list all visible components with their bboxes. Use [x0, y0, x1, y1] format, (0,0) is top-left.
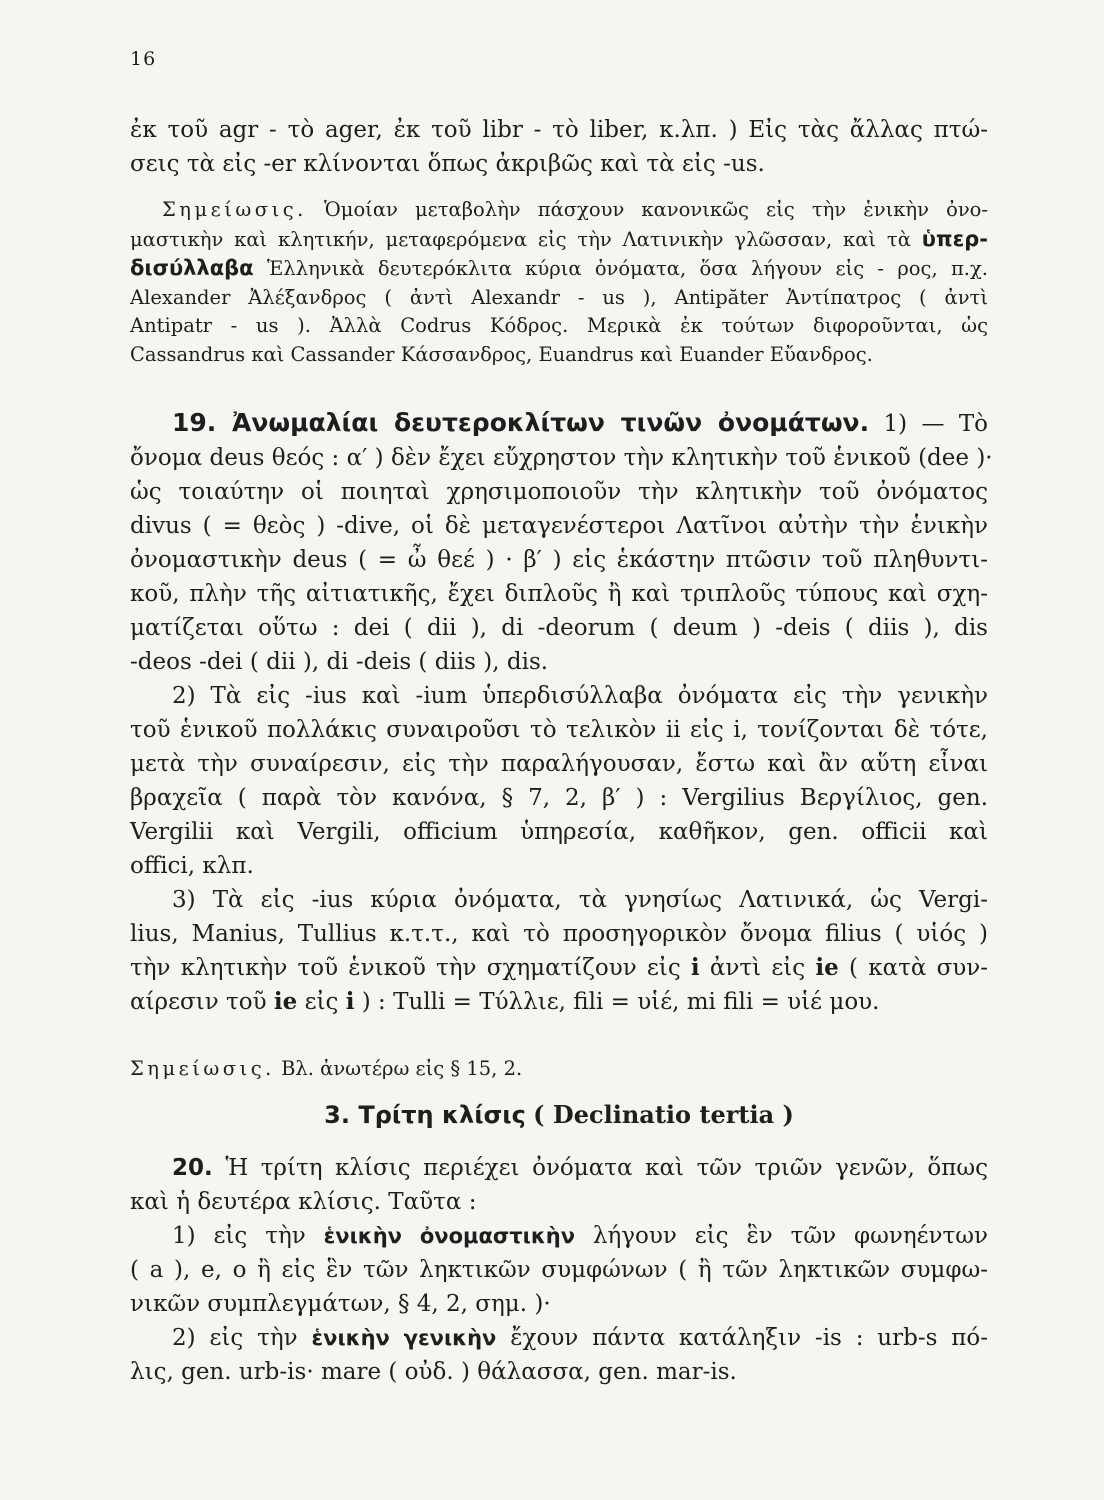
- text-segment: ἔχουν πάντα κατάληξιν -is : urb-s πό-: [510, 1325, 989, 1351]
- text-line: ( a ), e, o ἢ εἰς ἓν τῶν ληκτικῶν συμφώνων ( ἢ τῶν ληκτικῶν συμφω-: [130, 1257, 988, 1283]
- note-remark-2: [130, 1055, 988, 1084]
- text-line: ἐκ τοῦ agr - τὸ ager, ἐκ τοῦ libr - τὸ liber, κ.λπ. ) Εἰς τὰς ἄλλας πτώ-: [130, 117, 988, 143]
- text-line: offici, κλπ.: [130, 853, 254, 879]
- bold-term: ie: [273, 988, 298, 1015]
- text-line: [130, 985, 988, 1019]
- bold-term: ie: [815, 954, 839, 981]
- note-text: μαστικὴν καὶ κλητικήν, μεταφερόμενα εἰς τὴν Λατινικὴν γλῶσσαν, καὶ τὰ: [130, 227, 911, 251]
- note-line: [130, 196, 988, 225]
- bold-term: δισύλλαβα: [130, 256, 254, 280]
- bold-term: ἑνικὴν γενικὴν: [311, 1326, 497, 1350]
- text-segment: Ἡ τρίτη κλίσις περιέχει ὀνόματα καὶ τῶν τριῶν γενῶν, ὅπως: [225, 1155, 989, 1181]
- bold-term: ὑπερ-: [921, 226, 989, 251]
- text-line: βραχεῖα ( παρὰ τὸν κανόνα, § 7, 2, β′ ) : Vergilius Βεργίλιος, gen.: [130, 785, 988, 811]
- text-segment: ( κατὰ συν-: [849, 955, 989, 981]
- chapter-title-greek: 3. Τρίτη κλίσις: [324, 1101, 526, 1129]
- text-segment: ) : Tulli = Τύλλιε, fili = υἱέ, mi fili = υἱέ μου.: [361, 989, 880, 1015]
- text-line: σεις τὰ εἰς -er κλίνονται ὅπως ἀκριβῶς καὶ τὰ εἰς -us.: [130, 151, 765, 177]
- text-line: ὀνομαστικὴν deus ( = ὦ θεέ ) · β′ ) εἰς ἑκάστην πτῶσιν τοῦ πληθυντι-: [130, 547, 988, 573]
- text-line: τοῦ ἑνικοῦ πολλάκις συναιροῦσι τὸ τελικὸν ii εἰς i, τονίζονται δὲ τότε,: [130, 717, 988, 743]
- text-line: καὶ ἡ δευτέρα κλίσις. Ταῦτα :: [130, 1189, 477, 1215]
- bold-term: ἑνικὴν ὀνομαστικὴν: [323, 1224, 576, 1248]
- note-line: Antipatr - us ). Ἀλλὰ Codrus Κόδρος. Μερικὰ ἐκ τούτων διφοροῦνται, ὡς: [130, 314, 988, 337]
- text-segment: 2) εἰς τὴν: [172, 1325, 298, 1351]
- chapter-title-latin: ( Declinatio tertia ): [533, 1100, 794, 1129]
- text-line: [130, 1151, 988, 1185]
- text-segment: ἀντὶ εἰς: [709, 955, 806, 981]
- note-remark-1: [130, 196, 988, 369]
- section-heading: 19. Ἀνωμαλίαι δευτεροκλίτων τινῶν ὀνομάτων.: [172, 408, 870, 437]
- chapter-heading: [130, 1098, 988, 1133]
- intro-paragraph: [130, 113, 988, 181]
- text-line: [130, 1219, 988, 1253]
- note-text: Ἑλληνικὰ δευτερόκλιτα κύρια ὀνόματα, ὅσα λήγουν εἰς - ρος, π.χ.: [266, 257, 989, 280]
- section-19-heading-line: [130, 406, 988, 441]
- page-number: 16: [130, 48, 157, 70]
- text-line: -deos -dei ( dii ), di -deis ( diis ), dis.: [130, 649, 549, 675]
- text-line: divus ( = θεὸς ) -dive, οἱ δὲ μεταγενέστεροι Λατῖνοι αὐτὴν τὴν ἑνικὴν: [130, 513, 988, 539]
- note-line: [130, 1055, 988, 1084]
- text-line: Vergilii καὶ Vergili, officium ὑπηρεσία, καθῆκον, gen. officii καὶ: [130, 819, 988, 845]
- text-line: [130, 1321, 988, 1355]
- text-line: 2) Τὰ εἰς -ius καὶ -ium ὑπερδισύλλαβα ὀνόματα εἰς τὴν γενικὴν: [172, 683, 988, 709]
- text-segment: αίρεσιν τοῦ: [130, 989, 267, 1015]
- text-line: λις, gen. urb-is· mare ( οὐδ. ) θάλασσα, gen. mar-is.: [130, 1359, 737, 1385]
- section-20: [130, 1151, 988, 1389]
- text-segment: 1) εἰς τὴν: [172, 1223, 306, 1249]
- text-line: ὡς τοιαύτην οἱ ποιηταὶ χρησιμοποιοῦν τὴν κλητικὴν τοῦ ὀνόματος: [130, 479, 988, 505]
- note-line: [130, 254, 988, 284]
- text-line: ματίζεται οὕτω : dei ( dii ), di -deorum ( deum ) -deis ( diis ), dis: [130, 615, 988, 641]
- heading-continuation: 1) — Τὸ: [883, 411, 989, 437]
- note-line: Alexander Ἀλέξανδρος ( ἀντὶ Alexandr - us ), Antipăter Ἀντίπατρος ( ἀντὶ: [130, 285, 988, 309]
- text-line: [130, 951, 988, 985]
- section-number: 20.: [172, 1155, 213, 1181]
- note-line: [130, 225, 988, 255]
- text-line: lius, Manius, Tullius κ.τ.τ., καὶ τὸ προσηγορικὸν ὄνομα filius ( υἱός ): [130, 921, 988, 947]
- text-line: μετὰ τὴν συναίρεσιν, εἰς τὴν παραλήγουσαν, ἔστω καὶ ἂν αὕτη εἶναι: [130, 751, 988, 777]
- text-line: 3) Τὰ εἰς -ius κύρια ὀνόματα, τὰ γνησίως Λατινικά, ὡς Vergi-: [172, 887, 988, 913]
- text-line: νικῶν συμπλεγμάτων, § 4, 2, σημ. )·: [130, 1291, 551, 1317]
- text-line: κοῦ, πλὴν τῆς αἰτιατικῆς, ἔχει διπλοῦς ἢ καὶ τριπλοῦς τύπους καὶ σχη-: [130, 581, 988, 607]
- note-label: Σημείωσις.: [162, 198, 307, 221]
- heading-line: [130, 1098, 988, 1133]
- bold-term: i: [345, 988, 355, 1015]
- note-label: Σημείωσις.: [130, 1057, 275, 1080]
- note-line: Cassandrus καὶ Cassander Κάσσανδρος, Euandrus καὶ Euander Εὔανδρος.: [130, 342, 873, 366]
- note-text: Ὁμοίαν μεταβολὴν πάσχουν κανονικῶς εἰς τὴν ἑνικὴν ὀνο-: [324, 198, 989, 221]
- text-segment: λήγουν εἰς ἓν τῶν φωνηέντων: [592, 1223, 988, 1249]
- text-segment: εἰς: [304, 989, 339, 1015]
- text-segment: τὴν κλητικὴν τοῦ ἑνικοῦ τὴν σχηματίζουν εἰς: [130, 955, 681, 981]
- text-line: ὄνομα deus θεός : α′ ) δὲν ἔχει εὔχρηστον τὴν κλητικὴν τοῦ ἑνικοῦ (dee )·: [130, 445, 993, 471]
- note-text: Βλ. ἀνωτέρω εἰς § 15, 2.: [281, 1057, 523, 1080]
- section-19: [130, 406, 993, 1019]
- bold-term: i: [690, 954, 700, 981]
